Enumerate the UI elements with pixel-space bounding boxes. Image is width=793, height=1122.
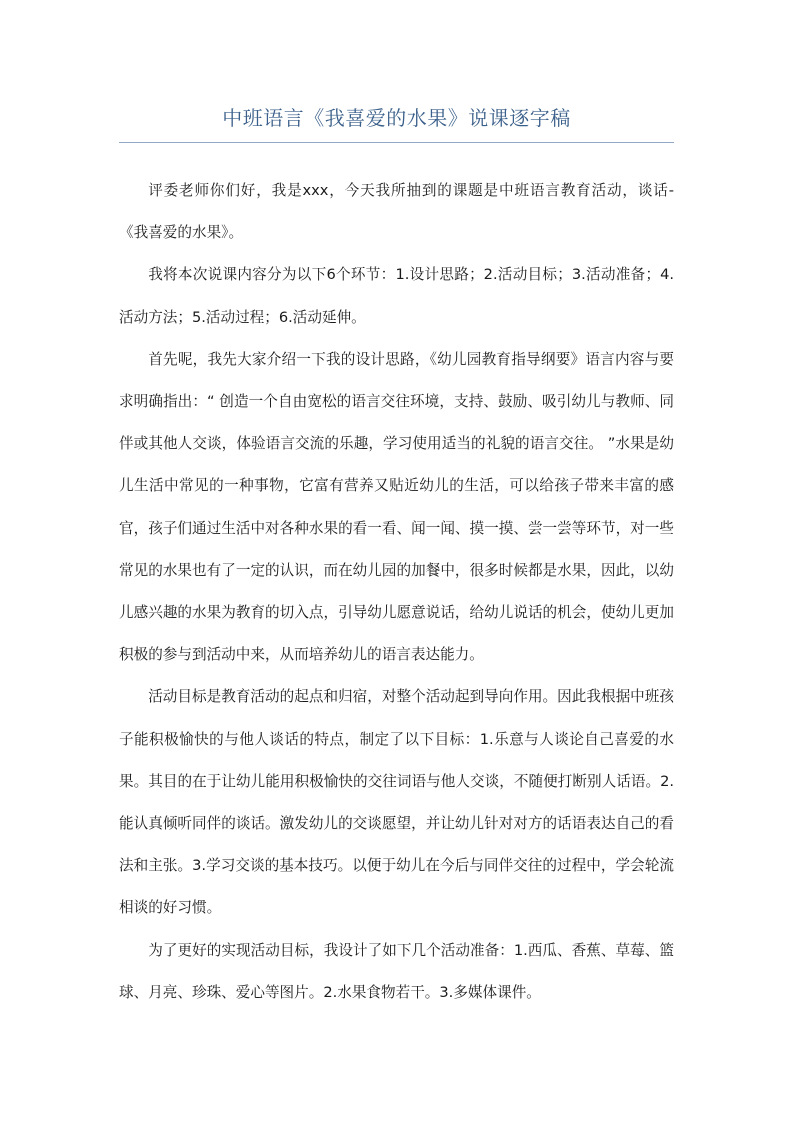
document-body: [119, 170, 674, 1014]
paragraph-preparation: 为了更好的实现活动目标，我设计了如下几个活动准备：1.西瓜、香蕉、草莓、篮球、月亮、珍珠、爱心等图片。2.水果食物若干。3.多媒体课件。: [119, 941, 674, 1001]
paragraph-design-idea: 首先呢，我先大家介绍一下我的设计思路，《幼儿园教育指导纲要》语言内容与要求明确指出：“ 创造一个自由宽松的语言交往环境，支持、鼓励、吸引幼儿与教师、同伴或其他人交谈，体验语言交流的乐趣，学习使用适当的礼貌的语言交往。 ”水果是幼儿生活中常见的一种事物，它富有营养又贴近幼儿的生活，可以给孩子带来丰富的感官，孩子们通过生活中对各种水果的看一看、闻一闻、摸一摸、尝一尝等环节，对一些常见的水果也有了一定的认识，而在幼儿园的加餐中，很多时候都是水果，因此，以幼儿感兴趣的水果为教育的切入点，引导幼儿愿意说话，给幼儿说话的机会，使幼儿更加积极的参与到活动中来，从而培养幼儿的语言表达能力。: [119, 350, 674, 664]
paragraph-intro: 评委老师你们好，我是xxx，今天我所抽到的课题是中班语言教育活动，谈话-《我喜爱的水果》。: [119, 182, 674, 242]
title-divider: [119, 142, 674, 143]
page-title: 中班语言《我喜爱的水果》说课逐字稿: [222, 106, 571, 130]
paragraph-outline: 我将本次说课内容分为以下6个环节：1.设计思路；2.活动目标；3.活动准备；4.活动方法；5.活动过程；6.活动延伸。: [119, 266, 674, 326]
paragraph-objectives: 活动目标是教育活动的起点和归宿，对整个活动起到导向作用。因此我根据中班孩子能积极愉快的与他人谈话的特点，制定了以下目标：1.乐意与人谈论自己喜爱的水果。其目的在于让幼儿能用积极愉快的交往词语与他人交谈，不随便打断别人话语。2.能认真倾听同伴的谈话。激发幼儿的交谈愿望，并让幼儿针对对方的话语表达自己的看法和主张。3.学习交谈的基本技巧。以便于幼儿在今后与同伴交往的过程中，学会轮流相谈的好习惯。: [119, 688, 674, 917]
